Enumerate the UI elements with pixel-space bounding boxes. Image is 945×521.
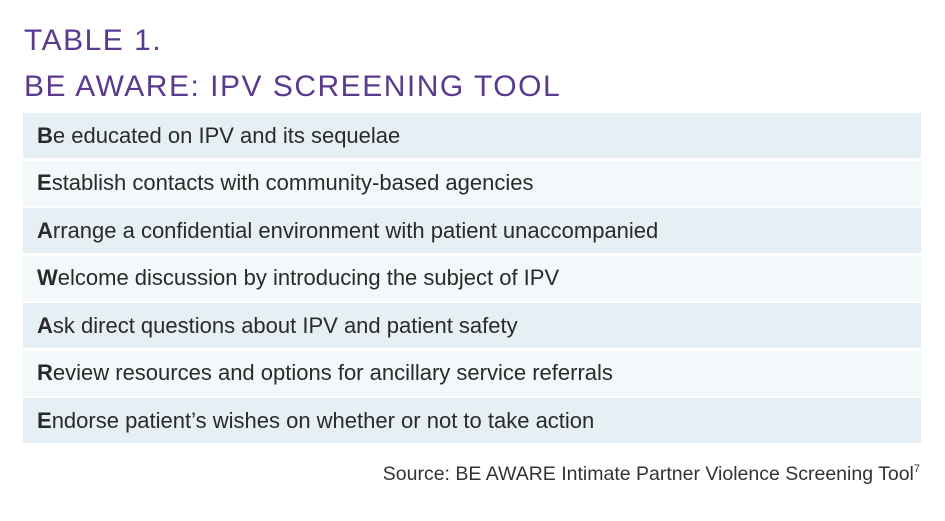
row-initial: W <box>37 265 58 290</box>
row-text: stablish contacts with community-based agencies <box>51 170 534 195</box>
table-row <box>23 351 921 396</box>
footnote-marker: 7 <box>913 463 920 475</box>
table-title: BE AWARE: IPV SCREENING TOOL <box>24 70 562 103</box>
table-number: TABLE 1. <box>24 24 163 57</box>
table-row <box>23 208 921 253</box>
row-text: rrange a confidential environment with patient unaccompanied <box>52 217 659 243</box>
row-text: e educated on IPV and its sequelae <box>52 122 401 148</box>
screening-table <box>23 113 921 446</box>
row-initial: R <box>37 360 53 385</box>
row-initial: E <box>37 170 52 195</box>
row-initial: E <box>37 407 52 433</box>
table-row <box>23 256 921 301</box>
source-note <box>383 463 920 486</box>
row-initial: B <box>37 122 53 148</box>
row-initial: A <box>37 312 53 338</box>
table-row <box>23 398 921 443</box>
row-text: elcome discussion by introducing the subject of IPV <box>57 265 560 290</box>
row-text: ndorse patient’s wishes on whether or not to take action <box>51 407 595 433</box>
table-row <box>23 161 921 206</box>
source-text: Source: BE AWARE Intimate Partner Violence Screening Tool <box>382 463 914 485</box>
table-row <box>23 303 921 348</box>
row-text: sk direct questions about IPV and patient safety <box>52 312 518 338</box>
table-row <box>23 113 921 158</box>
row-initial: A <box>37 217 53 243</box>
row-text: eview resources and options for ancillary service referrals <box>52 360 613 385</box>
